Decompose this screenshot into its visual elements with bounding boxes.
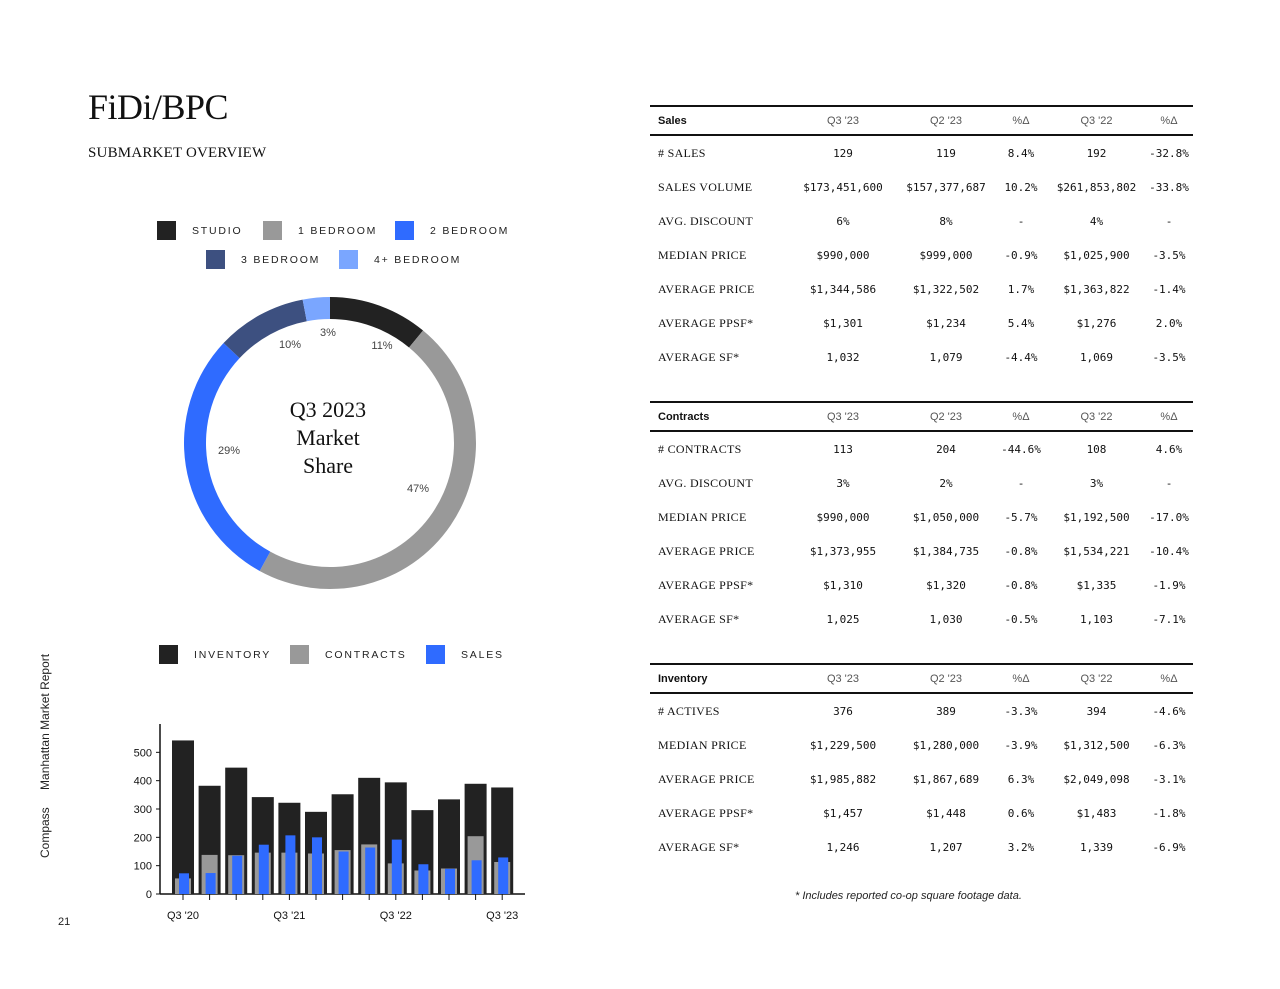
table-cell: 108 xyxy=(1086,442,1107,456)
legend-label: 1 BEDROOM xyxy=(298,224,378,237)
page-number: 21 xyxy=(58,916,71,928)
y-tick-label: 200 xyxy=(133,832,152,845)
table-row xyxy=(650,534,1193,568)
table-cell: $1,229,500 xyxy=(809,738,877,752)
legend-label: 2 BEDROOM xyxy=(430,224,510,237)
donut-slice-label: 47% xyxy=(406,483,430,495)
bar-sales xyxy=(232,856,242,894)
legend-label: 4+ BEDROOM xyxy=(374,253,462,266)
y-tick-label: 500 xyxy=(133,747,152,760)
table-row xyxy=(650,796,1193,830)
column-header: Q2 '23 xyxy=(929,672,963,685)
table-cell: -6.3% xyxy=(1152,738,1186,752)
row-label: AVG. DISCOUNT xyxy=(658,475,754,490)
table-cell: 8.4% xyxy=(1007,146,1035,160)
column-header: %Δ xyxy=(1012,410,1030,423)
table-cell: 394 xyxy=(1086,704,1107,718)
legend-swatch xyxy=(263,221,282,240)
bar-sales xyxy=(312,837,322,894)
table-cell: 1,207 xyxy=(929,840,963,854)
table-cell: 3.2% xyxy=(1007,840,1035,854)
donut-center-label xyxy=(248,396,408,480)
table-cell: -1.8% xyxy=(1152,806,1186,820)
table-cell: 6.3% xyxy=(1007,772,1035,786)
table-cell: $1,457 xyxy=(823,806,863,820)
table-title: Sales xyxy=(658,114,687,127)
table-cell: -0.8% xyxy=(1004,544,1038,558)
table-row xyxy=(650,170,1193,204)
column-header: Q3 '23 xyxy=(826,410,860,423)
table-cell: -44.6% xyxy=(1001,442,1041,456)
table-cell: -32.8% xyxy=(1149,146,1189,160)
legend-item-inventory xyxy=(159,645,271,664)
table-cell: 2.0% xyxy=(1155,316,1183,330)
table-row xyxy=(650,694,1193,728)
table-cell: - xyxy=(1017,214,1025,228)
table-cell: -6.9% xyxy=(1152,840,1186,854)
table-cell: 376 xyxy=(833,704,853,718)
column-header: Q3 '22 xyxy=(1080,410,1113,423)
column-header: Q3 '22 xyxy=(1080,672,1113,685)
row-label: AVERAGE SF* xyxy=(658,611,740,626)
table-row xyxy=(650,500,1193,534)
table-cell: $990,000 xyxy=(816,510,870,524)
page-title: FiDi/BPC xyxy=(88,87,229,127)
bar-sales xyxy=(418,864,428,894)
table-cell: -3.1% xyxy=(1152,772,1186,786)
table-cell: - xyxy=(1017,476,1025,490)
donut-slice-4-bedroom xyxy=(303,297,330,321)
legend-swatch xyxy=(157,221,176,240)
table-cell: $1,483 xyxy=(1076,806,1117,820)
legend-swatch xyxy=(426,645,445,664)
table-cell: 1,030 xyxy=(929,612,963,626)
legend-swatch xyxy=(290,645,309,664)
donut-center-line: Market xyxy=(296,425,360,450)
y-tick-label: 400 xyxy=(133,775,152,788)
legend-label: INVENTORY xyxy=(194,648,272,661)
table-row xyxy=(650,306,1193,340)
legend-label: SALES xyxy=(461,648,504,661)
donut-slice-label: 11% xyxy=(371,340,393,352)
inventory-table xyxy=(650,663,1193,864)
column-header: Q3 '23 xyxy=(826,672,860,685)
contracts-table xyxy=(650,401,1193,636)
donut-slice-label: 29% xyxy=(217,445,241,457)
column-header: Q3 '23 xyxy=(826,114,860,127)
table-cell: $999,000 xyxy=(919,248,973,262)
x-tick-label: Q3 '23 xyxy=(486,910,519,922)
legend-label: 3 BEDROOM xyxy=(241,253,321,266)
table-cell: $990,000 xyxy=(816,248,870,262)
table-cell: $173,451,600 xyxy=(803,180,883,194)
bar-sales xyxy=(445,869,455,894)
table-cell: -4.6% xyxy=(1152,704,1186,718)
table-title: Inventory xyxy=(658,672,708,685)
sales-table xyxy=(650,105,1193,374)
table-cell: 1,079 xyxy=(929,350,963,364)
legend-label: STUDIO xyxy=(192,224,243,237)
table-cell: $1,192,500 xyxy=(1063,510,1130,524)
table-row xyxy=(650,204,1193,238)
table-cell: $1,050,000 xyxy=(912,510,980,524)
bar-sales xyxy=(472,860,482,894)
table-cell: $1,867,689 xyxy=(912,772,980,786)
column-header: %Δ xyxy=(1012,672,1030,685)
table-cell: $1,320 xyxy=(926,578,966,592)
table-cell: 1,069 xyxy=(1079,350,1114,364)
row-label: MEDIAN PRICE xyxy=(658,737,747,752)
table-row xyxy=(650,272,1193,306)
table-cell: 4% xyxy=(1089,214,1104,228)
table-cell: -3.5% xyxy=(1152,248,1186,262)
table-cell: 389 xyxy=(936,704,956,718)
table-cell: 3% xyxy=(1089,476,1104,490)
table-header xyxy=(650,105,1193,136)
table-cell: -3.9% xyxy=(1004,738,1038,752)
table-cell: -7.1% xyxy=(1152,612,1186,626)
table-cell: -3.3% xyxy=(1004,704,1038,718)
table-cell: $1,234 xyxy=(926,316,966,330)
table-cell: $261,853,802 xyxy=(1056,180,1137,194)
bar-sales xyxy=(392,840,402,894)
table-row xyxy=(650,340,1193,374)
table-row xyxy=(650,728,1193,762)
column-header: %Δ xyxy=(1160,672,1178,685)
bar-sales xyxy=(339,852,349,895)
table-cell: 204 xyxy=(936,442,956,456)
row-label: AVERAGE PRICE xyxy=(658,771,755,786)
y-tick-label: 0 xyxy=(145,889,152,901)
table-cell: 0.6% xyxy=(1007,806,1035,820)
legend-item-1-bedroom xyxy=(263,221,377,240)
donut-center-line: Share xyxy=(302,453,354,478)
bar-inventory xyxy=(172,740,194,894)
table-cell: $1,280,000 xyxy=(912,738,980,752)
table-cell: 10.2% xyxy=(1004,180,1038,194)
brand-name: Compass xyxy=(38,807,52,858)
column-header: %Δ xyxy=(1012,114,1030,127)
table-cell: $1,025,900 xyxy=(1063,248,1130,262)
table-cell: -10.4% xyxy=(1149,544,1189,558)
row-label: AVERAGE PRICE xyxy=(658,543,755,558)
row-label: MEDIAN PRICE xyxy=(658,509,747,524)
table-cell: $1,448 xyxy=(926,806,966,820)
row-label: # ACTIVES xyxy=(658,703,720,718)
legend-label: CONTRACTS xyxy=(325,648,407,661)
table-cell: 2% xyxy=(939,476,953,490)
table-header xyxy=(650,401,1193,432)
table-cell: $1,384,735 xyxy=(912,544,980,558)
legend-item-sales xyxy=(426,645,504,664)
legend-item-contracts xyxy=(290,645,407,664)
table-header xyxy=(650,663,1193,694)
bar-sales xyxy=(206,873,216,894)
table-cell: -3.5% xyxy=(1152,350,1186,364)
inventory-bar-chart xyxy=(110,715,540,930)
table-cell: -17.0% xyxy=(1149,510,1189,524)
footnote: * Includes reported co-op square footage data. xyxy=(795,890,1022,902)
table-row xyxy=(650,466,1193,500)
bar-sales xyxy=(498,857,508,894)
table-cell: 192 xyxy=(1086,146,1107,160)
legend-item-studio xyxy=(157,221,242,240)
table-row xyxy=(650,238,1193,272)
table-title: Contracts xyxy=(658,410,710,423)
row-label: SALES VOLUME xyxy=(658,179,753,194)
table-cell: 1,032 xyxy=(826,350,860,364)
table-cell: -5.7% xyxy=(1004,510,1038,524)
row-label: MEDIAN PRICE xyxy=(658,247,747,262)
table-cell: -33.8% xyxy=(1149,180,1189,194)
page-subtitle: SUBMARKET OVERVIEW xyxy=(88,145,267,161)
table-cell: - xyxy=(1165,476,1173,490)
row-label: AVERAGE SF* xyxy=(658,349,740,364)
row-label: AVERAGE PPSF* xyxy=(658,315,754,330)
table-row xyxy=(650,568,1193,602)
row-label: AVERAGE PPSF* xyxy=(658,577,754,592)
table-cell: 3% xyxy=(836,476,850,490)
bar-sales xyxy=(179,873,189,894)
donut-slice-label: 3% xyxy=(320,327,336,339)
table-cell: -1.9% xyxy=(1152,578,1186,592)
legend-item-2-bedroom xyxy=(395,221,509,240)
table-cell: $1,534,221 xyxy=(1063,544,1130,558)
table-cell: $1,322,502 xyxy=(912,282,980,296)
table-cell: 119 xyxy=(936,146,956,160)
row-label: # SALES xyxy=(658,145,706,160)
table-cell: $2,049,098 xyxy=(1063,772,1130,786)
table-cell: 113 xyxy=(833,442,853,456)
table-cell: $1,335 xyxy=(1076,578,1117,592)
side-label xyxy=(38,628,58,858)
bar-sales xyxy=(285,835,295,894)
x-tick-label: Q3 '21 xyxy=(273,910,306,922)
table-cell: -0.8% xyxy=(1004,578,1038,592)
column-header: %Δ xyxy=(1160,114,1178,127)
report-name: Manhattan Market Report xyxy=(38,653,52,790)
table-row xyxy=(650,830,1193,864)
y-tick-label: 300 xyxy=(133,804,152,816)
table-row xyxy=(650,762,1193,796)
table-cell: $1,301 xyxy=(823,316,863,330)
table-row xyxy=(650,432,1193,466)
table-cell: 129 xyxy=(833,146,853,160)
legend-swatch xyxy=(395,221,414,240)
donut-slice-label: 10% xyxy=(278,339,302,351)
table-cell: 4.6% xyxy=(1155,442,1183,456)
row-label: AVERAGE SF* xyxy=(658,839,740,854)
row-label: # CONTRACTS xyxy=(658,441,742,456)
y-tick-label: 100 xyxy=(133,860,152,873)
table-cell: -0.5% xyxy=(1004,612,1038,626)
table-cell: 8% xyxy=(939,214,953,228)
x-tick-label: Q3 '20 xyxy=(166,910,200,922)
table-cell: $1,310 xyxy=(823,578,863,592)
table-cell: - xyxy=(1165,214,1173,228)
table-cell: 1,339 xyxy=(1079,840,1114,854)
table-cell: $157,377,687 xyxy=(906,180,986,194)
table-cell: -0.9% xyxy=(1004,248,1038,262)
table-cell: -4.4% xyxy=(1004,350,1038,364)
table-cell: 1,246 xyxy=(826,840,860,854)
x-tick-label: Q3 '22 xyxy=(379,910,412,922)
column-header: Q2 '23 xyxy=(929,410,963,423)
table-row xyxy=(650,136,1193,170)
table-cell: $1,373,955 xyxy=(809,544,877,558)
row-label: AVERAGE PPSF* xyxy=(658,805,754,820)
table-cell: -1.4% xyxy=(1152,282,1186,296)
table-cell: 1,025 xyxy=(826,612,860,626)
table-cell: $1,985,882 xyxy=(809,772,877,786)
table-cell: $1,363,822 xyxy=(1063,282,1130,296)
table-row xyxy=(650,602,1193,636)
table-cell: 1.7% xyxy=(1007,282,1035,296)
table-cell: 1,103 xyxy=(1079,612,1114,626)
table-cell: $1,312,500 xyxy=(1063,738,1130,752)
donut-center-line: Q3 2023 xyxy=(289,397,367,422)
column-header: Q3 '22 xyxy=(1080,114,1113,127)
bar-sales xyxy=(259,845,269,894)
table-cell: $1,276 xyxy=(1076,316,1117,330)
table-cell: 6% xyxy=(836,214,850,228)
row-label: AVG. DISCOUNT xyxy=(658,213,754,228)
column-header: Q2 '23 xyxy=(929,114,963,127)
table-cell: $1,344,586 xyxy=(809,282,877,296)
bar-sales xyxy=(365,848,375,894)
column-header: %Δ xyxy=(1160,410,1178,423)
row-label: AVERAGE PRICE xyxy=(658,281,755,296)
legend-swatch xyxy=(159,645,178,664)
table-cell: 5.4% xyxy=(1007,316,1035,330)
